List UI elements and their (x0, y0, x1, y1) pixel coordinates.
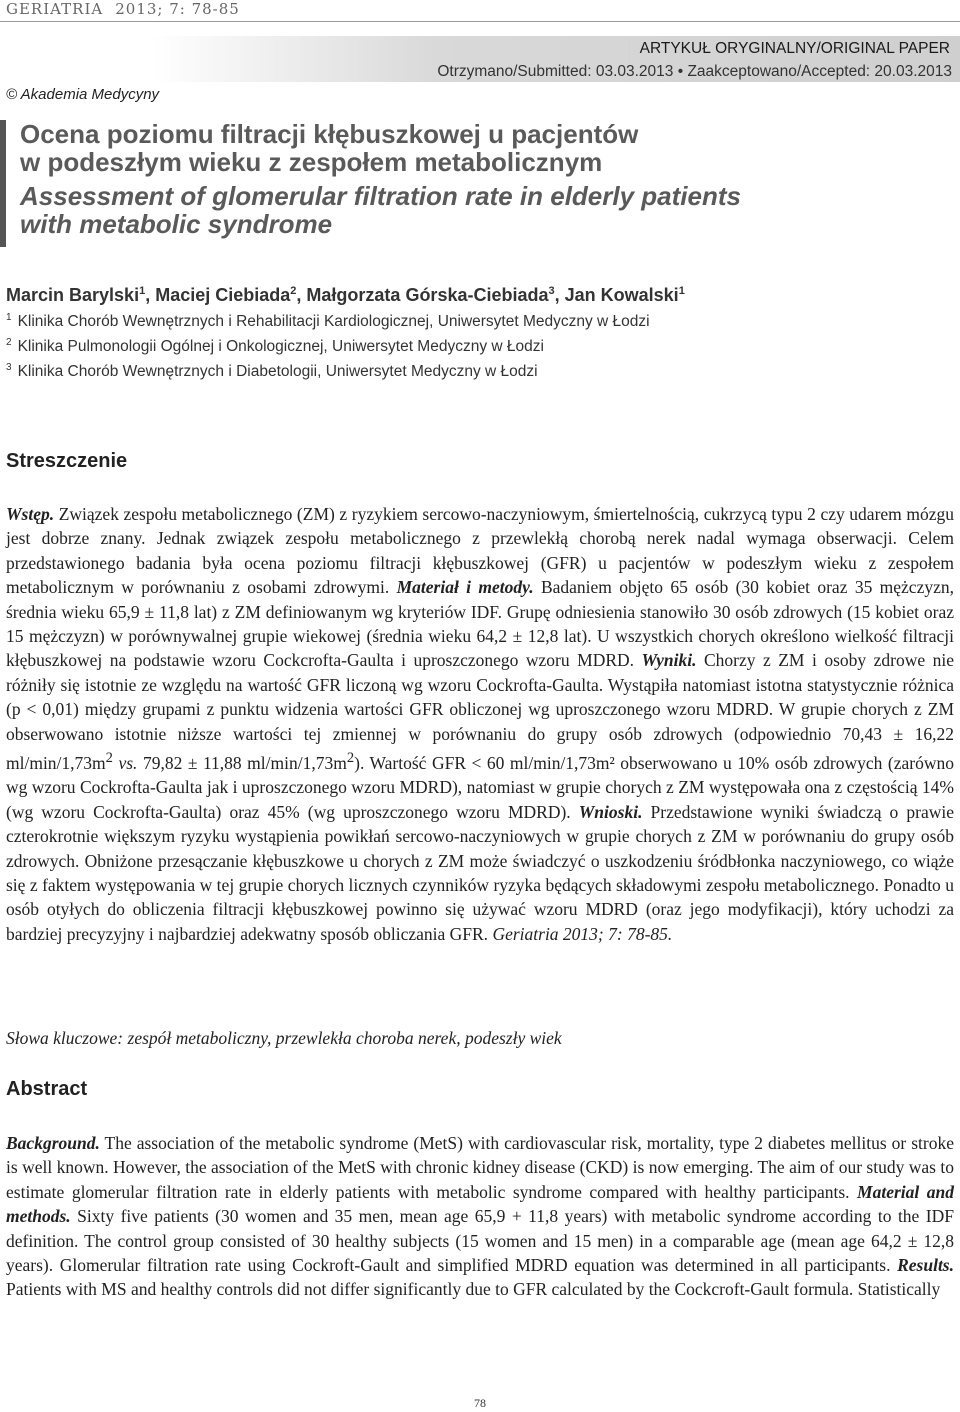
affiliation-number: 3 (6, 362, 12, 373)
text-wnioski: Przedstawione wyniki świadczą o prawie czterokrotnie większym ryzyku wystąpienia powikłań sercowo-naczyniowych w grupie chorych z ZM w porównaniu do grupy osób zdrowych. Obniżone przesączanie kłębuszkowe u chorych z ZM może świadczyć o uszkodzeniu śródbłonka naczyniowego, co wiąże się z faktem występowania w tej grupie chorych licznych czynników ryzyka będących składowymi zespołu metabolicznego. Ponadto u osób otyłych do obliczenia filtracji kłębuszkowej powinno się używać wzoru MDRD (oraz jego modyfikacji), który uchodzi za bardziej precyzyjny i najbardziej adekwatny sposób obliczania GFR. (6, 801, 954, 944)
authors (6, 285, 685, 306)
title-english (20, 182, 950, 238)
affiliation-3 (6, 362, 538, 381)
copyright: © Akademia Medycyny (6, 86, 160, 103)
author-affiliation-ref: 2 (290, 285, 297, 297)
journal-ref: 2013; 7: 78-85 (115, 0, 240, 18)
title-english-line-1: Assessment of glomerular filtration rate in elderly patients (20, 181, 741, 211)
affiliation-text: Klinika Chorób Wewnętrznych i Rehabilitacji Kardiologicznej, Uniwersytet Medyczny w Łodzi (17, 313, 650, 331)
label-background: Background. (6, 1133, 100, 1153)
text-wyniki: Chorzy z ZM i osoby zdrowe nie różniły się istotnie ze względu na wartość GFR liczoną wg wzoru Cockrofta-Gaulta. Wystąpiła natomiast istotna statystycznie różnica (p < 0,01) między grupami z punktu widzenia wartości GFR obliczonej wg uproszczonego wzoru MDRD. W grupie chorych z ZM obserwowano istotnie niższe wartości tej zmiennej w porównaniu do grupy osób zdrowych (odpowiednio 70,43 ± 16,22 ml/min/1,73m (6, 650, 954, 773)
vs-italic: vs. (112, 752, 138, 773)
author-name: Małgorzata Górska-Ciebiada (306, 285, 549, 305)
text-methods: Sixty five patients (30 women and 35 men, mean age 65,9 + 11,8 years) with metabolic syndrome according to the IDF definition. The control group consisted of 30 healthy subjects (15 women and 15 men) in a comparable age (mean age 64,2 ± 12,8 years). Glomerular filtration rate using Cockroft-Gault and simplified MDRD equation was determined in all participants. (6, 1206, 954, 1276)
label-results: Results. (897, 1255, 954, 1276)
label-methods: Material and methods. (6, 1181, 954, 1227)
superscript: 2 (346, 750, 355, 767)
affiliation-1 (6, 312, 650, 331)
abstract-heading: Abstract (6, 1078, 88, 1100)
affiliation-2 (6, 337, 544, 356)
page-number: 78 (474, 1396, 486, 1410)
submission-dates: Otrzymano/Submitted: 03.03.2013 • Zaakceptowano/Accepted: 20.03.2013 (437, 63, 952, 80)
title-polish-line-2: w podeszłym wieku z zespołem metabolicznym (20, 147, 603, 177)
journal-line (6, 0, 240, 18)
author-affiliation-ref: 3 (548, 285, 555, 297)
text-wyniki-3: ). Wartość GFR < 60 ml/min/1,73m² obserwowano u 10% osób zdrowych (zarówno wg wzoru Cockrofta-Gaulta jak i uproszczonego wzoru MDRD), natomiast w grupie chorych z ZM występowała ona z częstością 14% (wg wzoru Cockrofta-Gaulta) oraz 45% (wg uproszczonego wzoru MDRD). (6, 752, 954, 822)
author-name: Marcin Barylski (6, 285, 140, 305)
affiliation-text: Klinika Pulmonologii Ogólnej i Onkologicznej, Uniwersytet Medyczny w Łodzi (17, 338, 544, 356)
title-accent-bar (0, 120, 6, 247)
author-name: Jan Kowalski (564, 285, 679, 305)
top-rule (0, 21, 960, 22)
text-material: Badaniem objęto 65 osób (30 kobiet oraz 35 mężczyzn, średnia wieku 65,9 ± 11,8 lat) z ZM definiowanym wg kryteriów IDF. Grupę odniesienia stanowiło 30 osób zdrowych (15 kobiet oraz 15 mężczyzn) w porównywalnej grupie wiekowej (średnia wieku 64,2 ± 12,8 lat). U wszystkich chorych określono wielkość filtracji kłębuszkowej na podstawie wzoru Cockcrofta-Gaulta i uproszczonego wzoru MDRD. (6, 577, 954, 671)
text-results: Patients with MS and healthy controls did not differ significantly due to GFR calculated by the Cockcroft-Gault formula. Statistically (6, 1279, 941, 1300)
author-separator: , (145, 285, 156, 305)
author-separator: , (554, 285, 565, 305)
author-affiliation-ref: 1 (678, 285, 685, 297)
streszczenie-body (6, 502, 954, 946)
affiliation-number: 2 (6, 337, 12, 348)
superscript: 2 (105, 750, 113, 767)
label-wstep: Wstęp. (6, 504, 55, 524)
citation: Geriatria 2013; 7: 78-85. (492, 923, 673, 944)
affiliation-text: Klinika Chorób Wewnętrznych i Diabetologii, Uniwersytet Medyczny w Łodzi (17, 363, 538, 381)
author-affiliation-ref: 1 (139, 285, 146, 297)
abstract-body (6, 1131, 954, 1302)
author-name: Maciej Ciebiada (155, 285, 291, 305)
affiliation-number: 1 (6, 312, 12, 323)
title-polish-line-1: Ocena poziomu filtracji kłębuszkowej u pacjentów (20, 119, 639, 149)
title-english-line-2: with metabolic syndrome (20, 209, 333, 239)
title-polish (20, 120, 950, 176)
text-wyniki-2: 79,82 ± 11,88 ml/min/1,73m (137, 752, 347, 773)
journal-name: GERIATRIA (6, 0, 104, 18)
text-wstep: Związek zespołu metabolicznego (ZM) z ryzykiem sercowo-naczyniowym, śmiertelnością, cukrzycą typu 2 czy udarem mózgu jest dobrze znany. Jednak związek zespołu metabolicznego z przewlekłą chorobą nerek nadal wymaga obserwacji. Celem przedstawionego badania była ocena poziomu filtracji kłębuszkowej (GFR) u pacjentów w podeszłym wieku z zespołem metabolicznym w porównaniu z osobami zdrowymi. (6, 504, 954, 598)
article-type: ARTYKUŁ ORYGINALNY/ORIGINAL PAPER (639, 40, 950, 57)
label-wnioski: Wnioski. (578, 801, 643, 822)
streszczenie-heading: Streszczenie (6, 450, 128, 472)
text-background: The association of the metabolic syndrome (MetS) with cardiovascular risk, mortality, type 2 diabetes mellitus or stroke is well known. However, the association of the MetS with chronic kidney disease (CKD) is now emerging. The aim of our study was to estimate glomerular filtration rate in elderly patients with metabolic syndrome compared with healthy participants. (6, 1133, 954, 1202)
label-material: Materiał i metody. (396, 577, 534, 598)
label-wyniki: Wyniki. (641, 650, 697, 671)
author-separator: , (296, 285, 307, 305)
keywords: Słowa kluczowe: zespół metaboliczny, przewlekła choroba nerek, podeszły wiek (6, 1028, 562, 1048)
